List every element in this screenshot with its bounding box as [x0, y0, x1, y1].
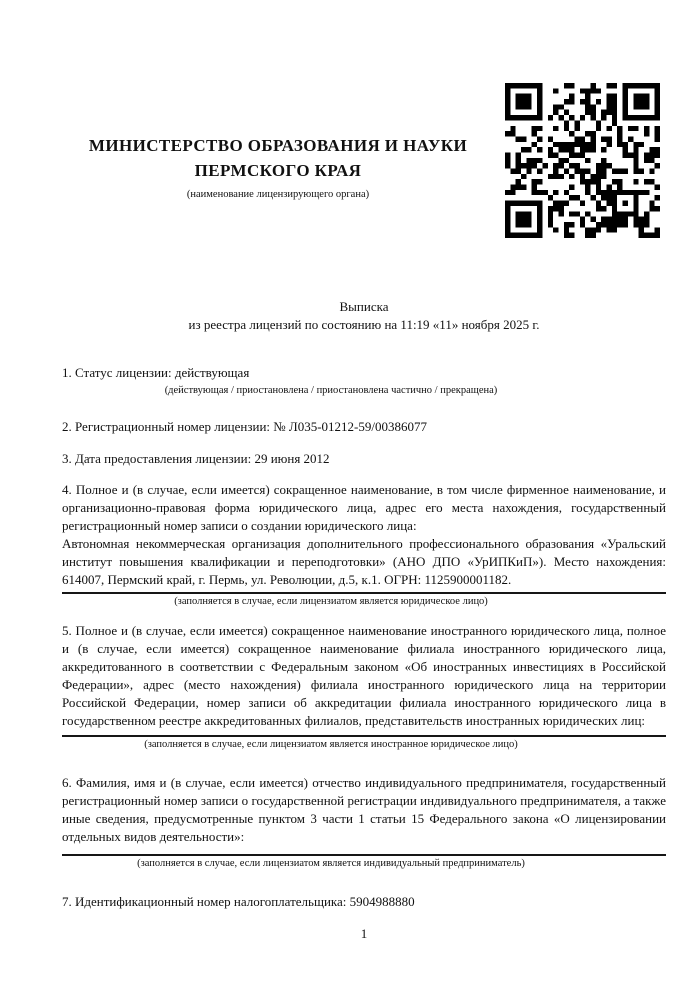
- item-foreign-entity-label: 5. Полное и (в случае, если имеется) сокращенное наименование иностранного юридического лица, полное и (в случае, если имеется) сокращенное наименование филиала иностранного юридического лица, аккредитованного в соответствии с Федеральным законом «Об иностранных инвестициях в Российской Федерации», адрес (место нахождения) филиала иностранного юридического лица на территории Российской Федерации, номер записи об аккредитации филиала иностранного юридического лица в государственном реестре аккредитованных филиалов, представительств иностранных юридических лиц:: [62, 623, 666, 728]
- item-entrepreneur-note: (заполняется в случае, если лицензиатом является индивидуальный предприниматель): [137, 858, 525, 869]
- ministry-name-line1: МИНИСТЕРСТВО ОБРАЗОВАНИЯ И НАУКИ: [88, 136, 468, 155]
- item-legal-entity-note: (заполняется в случае, если лицензиатом является юридическое лицо): [174, 596, 488, 607]
- item-license-status: 1. Статус лицензии: действующая: [62, 365, 250, 380]
- document-title: [62, 298, 666, 334]
- page-number: 1: [360, 926, 368, 941]
- item-grant-date: 3. Дата предоставления лицензии: 29 июня 2012: [62, 451, 330, 466]
- item-registration-number: 2. Регистрационный номер лицензии: № Л035-01212-59/00386077: [62, 419, 428, 434]
- item-taxpayer-number: 7. Идентификационный номер налогоплательщика: 5904988880: [62, 894, 415, 909]
- item-entrepreneur-label: 6. Фамилия, имя и (в случае, если имеется) отчество индивидуального предпринимателя, государственный регистрационный номер записи о государственной регистрации индивидуального предпринимателя, а также иные сведения, предусмотренные пунктом 3 части 1 статьи 15 Федерального закона «О лицензировании отдельных видов деятельности»:: [62, 775, 666, 844]
- item-foreign-entity-note: (заполняется в случае, если лицензиатом является иностранное юридическое лицо): [144, 739, 518, 750]
- entrepreneur-blank-line: [62, 854, 666, 856]
- document-title-line1: Выписка: [339, 299, 389, 314]
- item-license-status-note: (действующая / приостановлена / приостановлена частично / прекращена): [164, 385, 498, 396]
- item-legal-entity-label: 4. Полное и (в случае, если имеется) сокращенное наименование, в том числе фирменное наименование, и организационно-правовая форма юридического лица, адрес его места нахождения, государственный регистрационный номер записи о создании юридического лица:: [62, 482, 666, 533]
- ministry-caption: (наименование лицензирующего органа): [186, 189, 370, 200]
- qr-code-image: [505, 83, 660, 238]
- foreign-entity-blank-line: [62, 735, 666, 737]
- item-legal-entity-value: Автономная некоммерческая организация дополнительного профессионального образования «Уральский институт повышения квалификации и переподготовки» (АНО ДПО «УрИПКиП»). Место нахождения: 614007, Пермский край, г. Пермь, ул. Революции, д.5, к.1. ОГРН: 1125900001182.: [62, 535, 666, 594]
- qr-code-icon: [505, 83, 660, 238]
- document-header: [62, 133, 494, 201]
- ministry-name-line2: ПЕРМСКОГО КРАЯ: [194, 161, 362, 180]
- document-title-line2: из реестра лицензий по состоянию на 11:19 «11» ноября 2025 г.: [188, 317, 540, 332]
